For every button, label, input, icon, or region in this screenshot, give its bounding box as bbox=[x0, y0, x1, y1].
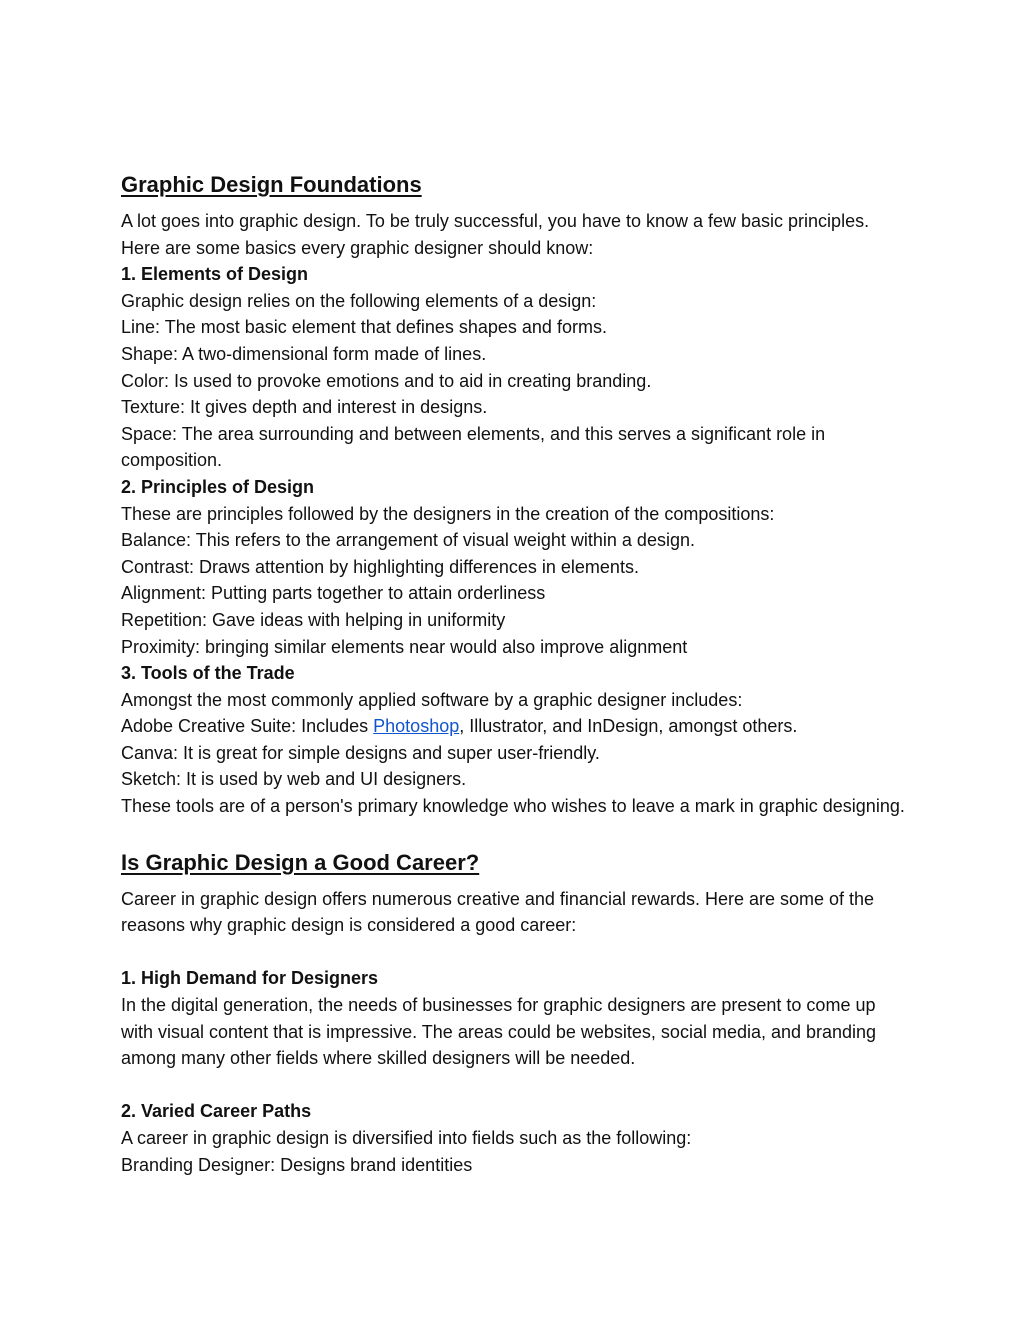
elements-line-texture: Texture: It gives depth and interest in designs. bbox=[121, 397, 488, 418]
career-intro: Career in graphic design offers numerous creative and financial rewards. Here are some of the reasons why graphic design is considered a good career: bbox=[121, 888, 875, 936]
elements-line-intro: Graphic design relies on the following elements of a design: bbox=[121, 290, 597, 311]
subheading-high-demand: 1. High Demand for Designers bbox=[121, 968, 379, 989]
tools-line-canva: Canva: It is great for simple designs and super user-friendly. bbox=[121, 742, 600, 763]
principles-line-proximity: Proximity: bringing similar elements near would also improve alignment bbox=[121, 636, 688, 657]
elements-line-color: Color: Is used to provoke emotions and to aid in creating branding. bbox=[121, 370, 652, 391]
photoshop-link[interactable]: Photoshop bbox=[373, 716, 460, 737]
adobe-suffix: , Illustrator, and InDesign, amongst others. bbox=[459, 716, 798, 737]
tools-line-summary: These tools are of a person's primary knowledge who wishes to leave a mark in graphic designing. bbox=[121, 796, 905, 817]
subheading-tools-of-the-trade: 3. Tools of the Trade bbox=[121, 663, 295, 684]
elements-line-space: Space: The area surrounding and between elements, and this serves a significant role in composition. bbox=[121, 423, 826, 471]
elements-line-shape: Shape: A two-dimensional form made of lines. bbox=[121, 343, 487, 364]
elements-line-line: Line: The most basic element that defines shapes and forms. bbox=[121, 317, 607, 338]
subheading-principles-of-design: 2. Principles of Design bbox=[121, 476, 315, 497]
tools-line-intro: Amongst the most commonly applied software by a graphic designer includes: bbox=[121, 689, 743, 710]
subheading-elements-of-design: 1. Elements of Design bbox=[121, 264, 309, 285]
adobe-prefix: Adobe Creative Suite: Includes bbox=[121, 716, 374, 737]
career-paths-branding: Branding Designer: Designs brand identities bbox=[121, 1154, 473, 1175]
subheading-varied-career-paths: 2. Varied Career Paths bbox=[121, 1101, 312, 1122]
heading-spacer bbox=[121, 200, 911, 208]
principles-line-alignment: Alignment: Putting parts together to attain orderliness bbox=[121, 583, 546, 604]
blank-line bbox=[121, 939, 911, 966]
foundations-intro: A lot goes into graphic design. To be truly successful, you have to know a few basic principles. Here are some basics every graphic designer should know: bbox=[121, 211, 870, 258]
principles-line-intro: These are principles followed by the designers in the creation of the compositions: bbox=[121, 503, 775, 524]
heading-good-career: Is Graphic Design a Good Career? bbox=[121, 849, 480, 875]
high-demand-text: In the digital generation, the needs of businesses for graphic designers are present to come up with visual content that is impressive. The areas could be websites, social media, and branding among many other fields where skilled designers will be needed. bbox=[121, 995, 877, 1069]
principles-line-contrast: Contrast: Draws attention by highlighting differences in elements. bbox=[121, 556, 639, 577]
document-page bbox=[121, 170, 911, 1178]
tools-line-adobe bbox=[121, 713, 911, 740]
tools-line-sketch: Sketch: It is used by web and UI designers. bbox=[121, 769, 467, 790]
principles-line-balance: Balance: This refers to the arrangement of visual weight within a design. bbox=[121, 530, 695, 551]
blank-line bbox=[121, 1072, 911, 1099]
career-paths-intro: A career in graphic design is diversified into fields such as the following: bbox=[121, 1128, 692, 1148]
principles-line-repetition: Repetition: Gave ideas with helping in uniformity bbox=[121, 609, 506, 630]
heading-graphic-design-foundations: Graphic Design Foundations bbox=[121, 172, 422, 197]
heading-spacer bbox=[121, 878, 911, 886]
